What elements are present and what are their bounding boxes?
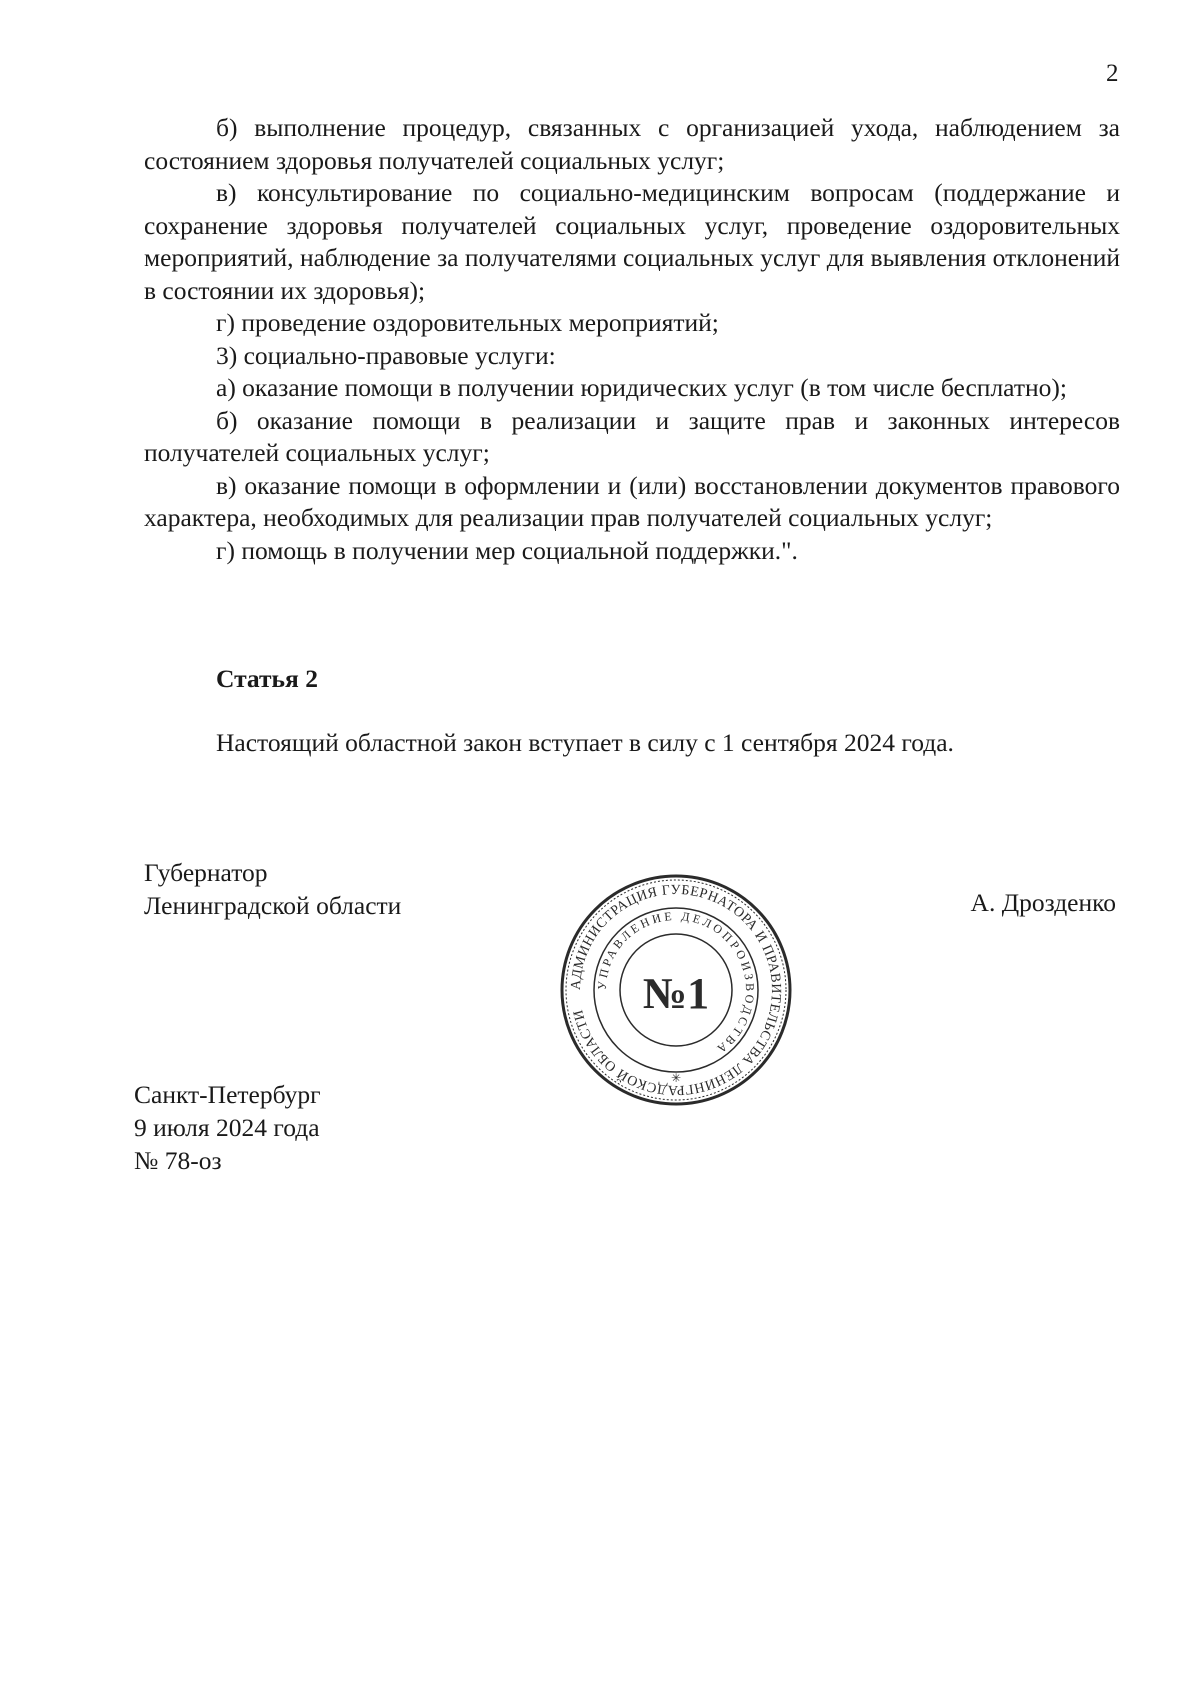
article-heading: Статья 2: [216, 664, 318, 693]
seal-graphic: [556, 870, 796, 1110]
signatory-position: [144, 856, 401, 922]
position-line-1: Губернатор: [144, 858, 268, 887]
page-number: 2: [1106, 60, 1119, 87]
paragraph-v-consulting: в) консультирование по социально-медицинским вопросам (поддержание и сохранение здоровья получателей социальных услуг, проведение оздоровительных мероприятий, наблюдение за получателями социальных услуг для выявления отклонений в состоянии их здоровья);: [144, 178, 1120, 305]
place-and-date-block: [134, 1078, 321, 1177]
paragraph-3-legal-services: 3) социально-правовые услуги:: [216, 340, 556, 370]
paragraph-a-legal-help: а) оказание помощи в получении юридических услуг (в том числе бесплатно);: [216, 373, 1067, 402]
signatory-name: А. Дрозденко: [970, 888, 1116, 917]
official-seal-stamp: [556, 870, 796, 1110]
seal-number: №1: [642, 969, 710, 1018]
law-number: № 78-оз: [134, 1146, 222, 1175]
seal-outer-text: АДМИНИСТРАЦИЯ ГУБЕРНАТОРА И ПРАВИТЕЛЬСТВА ЛЕНИНГРАДСКОЙ ОБЛАСТИ: [568, 882, 784, 1098]
seal-asterisk-icon: ✳: [670, 1071, 682, 1085]
paragraph-g-support-measures: г) помощь в получении мер социальной поддержки.".: [216, 535, 798, 565]
position-line-2: Ленинградской области: [144, 891, 402, 920]
paragraph-b-care-procedures: б) выполнение процедур, связанных с организацией ухода, наблюдением за состоянием здоровья получателей социальных услуг;: [144, 113, 1120, 175]
city: Санкт-Петербург: [134, 1080, 321, 1109]
adoption-date: 9 июля 2024 года: [134, 1113, 320, 1142]
law-text-body: [144, 112, 1120, 567]
paragraph-g-health-measures: г) проведение оздоровительных мероприятий;: [216, 308, 719, 337]
paragraph-b-rights-protection: б) оказание помощи в реализации и защите прав и законных интересов получателей социальных услуг;: [144, 405, 1120, 467]
seal-inner-text: УПРАВЛЕНИЕ ДЕЛОПРОИЗВОДСТВА: [594, 908, 758, 1058]
paragraph-v-documents: в) оказание помощи в оформлении и (или) восстановлении документов правового характера, необходимых для реализации прав получателей социальных услуг;: [144, 470, 1120, 532]
article-text: Настоящий областной закон вступает в силу с 1 сентября 2024 года.: [216, 728, 954, 757]
